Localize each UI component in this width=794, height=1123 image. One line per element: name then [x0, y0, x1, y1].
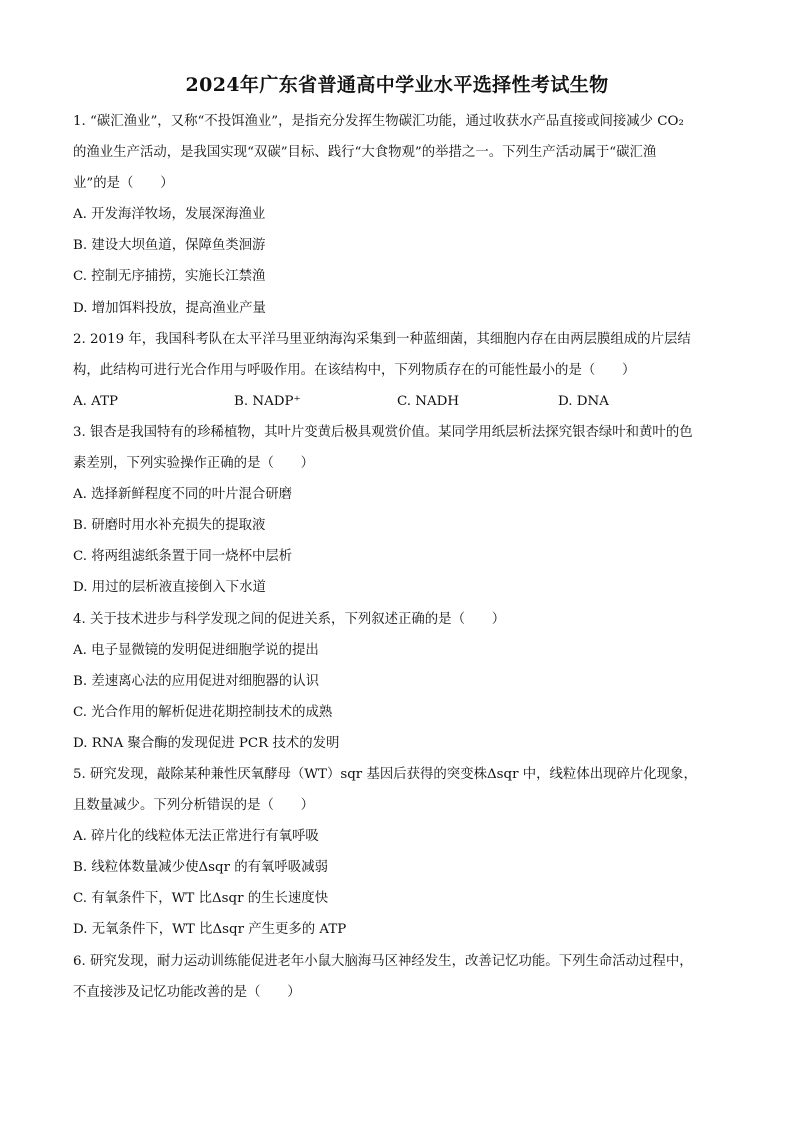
question-4-option-c: C. 光合作用的解析促进花期控制技术的成熟	[73, 704, 333, 720]
question-1-stem-line-3: 业”的是（ ）	[73, 176, 174, 192]
question-5-stem-line-2: 且数量减少。下列分析错误的是（ ）	[73, 798, 315, 814]
question-3-option-d: D. 用过的层析液直接倒入下水道	[73, 580, 266, 596]
question-4-option-d: D. RNA 聚合酶的发现促进 PCR 技术的发明	[73, 735, 340, 751]
question-5-option-d: D. 无氧条件下，WT 比Δsqr 产生更多的 ATP	[73, 922, 347, 938]
question-2-option-c: C. NADH	[397, 393, 460, 409]
question-1-stem-line-1: 1. “碳汇渔业”，又称“不投饵渔业”，是指充分发挥生物碳汇功能，通过收获水产品直接或间接减少 CO₂	[73, 114, 684, 129]
question-3-stem-line-1: 3. 银杏是我国特有的珍稀植物，其叶片变黄后极具观赏价值。某同学用纸层析法探究银杏绿叶和黄叶的色	[73, 424, 693, 440]
question-1-option-d: D. 增加饵料投放，提高渔业产量	[73, 300, 266, 316]
question-5	[73, 759, 723, 946]
question-5-option-c: C. 有氧条件下，WT 比Δsqr 的生长速度快	[73, 891, 329, 907]
question-1	[73, 106, 723, 324]
question-4-option-b: B. 差速离心法的应用促进对细胞器的认识	[73, 673, 319, 689]
question-2-option-b: B. NADP⁺	[234, 393, 301, 409]
question-6-stem-line-2: 不直接涉及记忆功能改善的是（ ）	[73, 984, 301, 1000]
question-6	[73, 946, 723, 1008]
question-4	[73, 604, 723, 759]
question-5-stem-line-1: 5. 研究发现，敲除某种兼性厌氧酵母（WT）sqr 基因后获得的突变株Δsqr 中，线粒体出现碎片化现象，	[73, 766, 697, 782]
question-2-stem-line-2: 构，此结构可进行光合作用与呼吸作用。在该结构中，下列物质存在的可能性最小的是（ ）	[73, 362, 636, 378]
question-2-option-a: A. ATP	[73, 393, 119, 409]
question-1-option-b: B. 建设大坝鱼道，保障鱼类洄游	[73, 238, 266, 254]
question-1-option-c: C. 控制无序捕捞，实施长江禁渔	[73, 269, 266, 285]
question-2-options-row	[73, 386, 723, 417]
question-4-stem-line-1: 4. 关于技术进步与科学发现之间的促进关系，下列叙述正确的是（ ）	[73, 611, 506, 627]
question-1-stem-line-2: 的渔业生产活动，是我国实现“双碳”目标、践行“大食物观”的举措之一。下列生产活动属于“碳汇渔	[73, 145, 657, 161]
question-5-option-a: A. 碎片化的线粒体无法正常进行有氧呼吸	[73, 829, 319, 845]
question-3-option-a: A. 选择新鲜程度不同的叶片混合研磨	[73, 487, 293, 503]
question-2	[73, 324, 723, 417]
question-1-option-a: A. 开发海洋牧场，发展深海渔业	[73, 207, 266, 223]
question-6-stem-line-1: 6. 研究发现，耐力运动训练能促进老年小鼠大脑海马区神经发生，改善记忆功能。下列生命活动过程中，	[73, 953, 693, 969]
question-3-option-b: B. 研磨时用水补充损失的提取液	[73, 518, 266, 534]
question-3-stem-line-2: 素差别，下列实验操作正确的是（ ）	[73, 456, 315, 472]
question-5-option-b: B. 线粒体数量减少使Δsqr 的有氧呼吸减弱	[73, 860, 328, 876]
question-4-option-a: A. 电子显微镜的发明促进细胞学说的提出	[73, 642, 319, 658]
question-2-stem-line-1: 2. 2019 年，我国科考队在太平洋马里亚纳海沟采集到一种蓝细菌，其细胞内存在由两层膜组成的片层结	[73, 331, 691, 347]
page-title: 2024年广东省普通高中学业水平选择性考试生物	[185, 74, 609, 96]
question-2-option-d: D. DNA	[558, 393, 609, 409]
question-3	[73, 417, 723, 604]
question-3-option-c: C. 将两组滤纸条置于同一烧杯中层析	[73, 549, 293, 565]
question-list	[73, 106, 723, 1008]
